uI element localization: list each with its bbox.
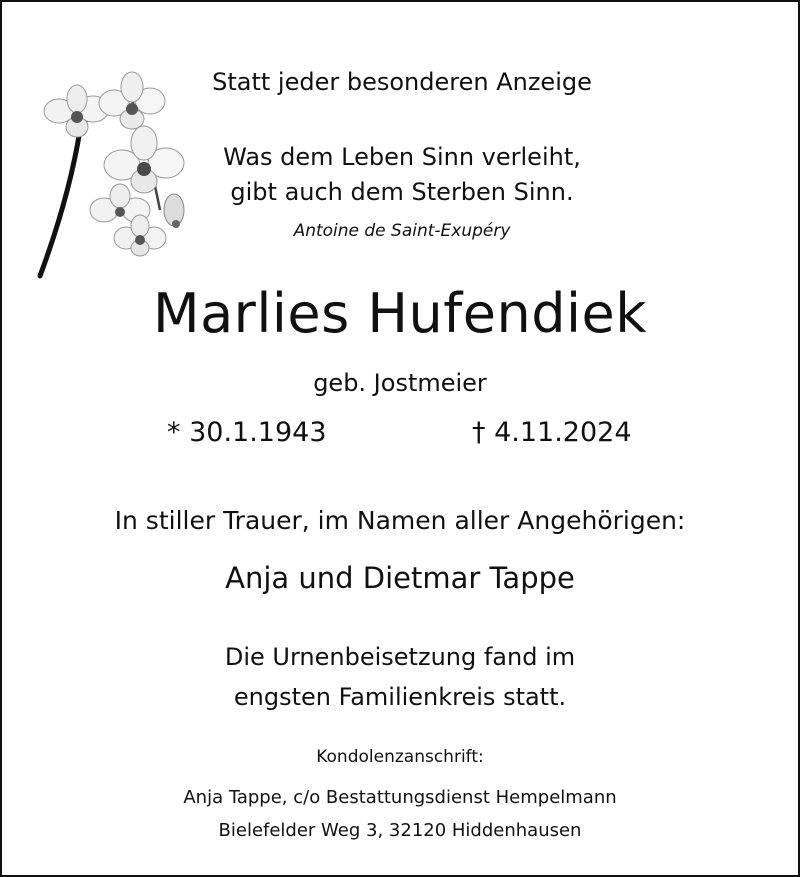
- quote-line-1: Was dem Leben Sinn verleiht,: [223, 143, 581, 171]
- death-date: † 4.11.2024: [472, 417, 632, 448]
- quote-author: Antoine de Saint-Exupéry: [293, 221, 511, 241]
- mourning-text: In stiller Trauer, im Namen aller Angehörigen:: [114, 506, 686, 535]
- condolence-label: Kondolenzanschrift:: [316, 747, 484, 767]
- mourners-names: Anja und Dietmar Tappe: [225, 561, 575, 595]
- burial-line-1: Die Urnenbeisetzung fand im: [224, 643, 576, 671]
- birth-date: * 30.1.1943: [167, 417, 327, 448]
- maiden-name: geb. Jostmeier: [313, 369, 487, 397]
- quote-line-2: gibt auch dem Sterben Sinn.: [230, 178, 574, 206]
- burial-line-2: engsten Familienkreis statt.: [233, 683, 567, 711]
- orchid-icon: [32, 70, 202, 280]
- condolence-address-line-2: Bielefelder Weg 3, 32120 Hiddenhausen: [218, 820, 582, 841]
- deceased-name: Marlies Hufendiek: [153, 282, 647, 345]
- condolence-address-line-1: Anja Tappe, c/o Bestattungsdienst Hempelmann: [183, 787, 617, 808]
- notice-heading: Statt jeder besonderen Anzeige: [212, 68, 592, 96]
